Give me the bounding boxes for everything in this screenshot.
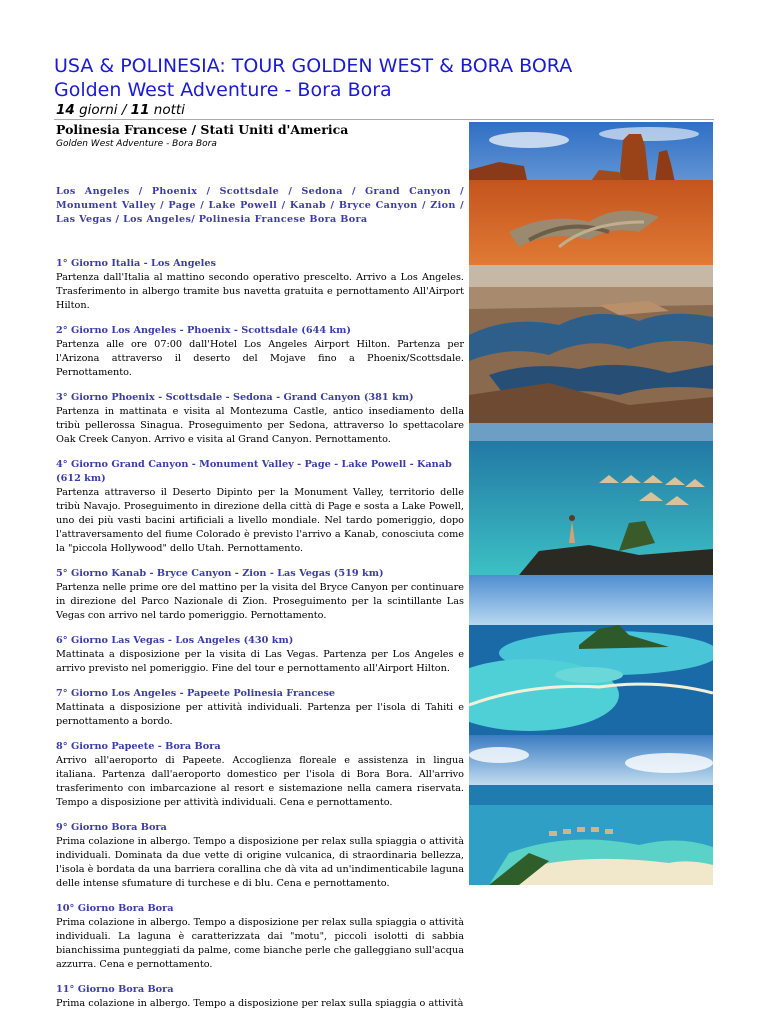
day-text: Mattinata a disposizione per attività individuali. Partenza per l'isola di Tahiti e pernottamento a bordo. xyxy=(56,702,464,727)
day-item xyxy=(56,458,464,556)
day-item xyxy=(56,634,464,676)
day-item xyxy=(56,687,464,729)
days-word: giorni / xyxy=(79,102,127,118)
page-subtitle: Golden West Adventure - Bora Bora xyxy=(54,79,392,101)
days-count: 14 xyxy=(56,102,75,118)
day-text: Partenza alle ore 07:00 dall'Hotel Los Angeles Airport Hilton. Partenza per l'Arizona attraverso il deserto del Mojave fino a Phoenix/Scottsdale. Pernottamento. xyxy=(56,339,464,378)
day-title: 5° Giorno Kanab - Bryce Canyon - Zion - Las Vegas (519 km) xyxy=(56,568,384,579)
page-title: USA & POLINESIA: TOUR GOLDEN WEST & BORA BORA xyxy=(54,55,573,77)
day-title: 4° Giorno Grand Canyon - Monument Valley - Page - Lake Powell - Kanab (612 km) xyxy=(56,459,452,484)
bora-bora-aerial-photo xyxy=(469,575,713,735)
country-title: Polinesia Francese / Stati Uniti d'America xyxy=(56,122,349,137)
day-text: Partenza attraverso il Deserto Dipinto per la Monument Valley, territorio delle tribù Navajo. Proseguimento in direzione della città di Page e sosta a Lake Powell, uno dei più vasti bacini artificiali a livello mondiale. Nel tardo pomeriggio, dopo l'attraversamento del fiume Colorado è previsto l'arrivo a Kanab, conosciuta come la "piccola Hollywood" dello Utah. Pernottamento. xyxy=(56,487,464,554)
day-item xyxy=(56,821,464,891)
day-item xyxy=(56,983,464,1011)
day-title: 9° Giorno Bora Bora xyxy=(56,822,167,833)
header-divider xyxy=(54,119,714,120)
day-item xyxy=(56,324,464,380)
nights-word: notti xyxy=(153,102,185,118)
day-text: Partenza in mattinata e visita al Montezuma Castle, antico insediamento della tribù pellerossa Sinagua. Proseguimento per Sedona, attraverso lo spettacolare Oak Creek Canyon. Arrivo e visita al Grand Canyon. Pernottamento. xyxy=(56,406,464,445)
lake-powell-photo xyxy=(469,265,713,423)
day-item xyxy=(56,257,464,313)
day-title: 6° Giorno Las Vegas - Los Angeles (430 km) xyxy=(56,635,294,646)
day-item xyxy=(56,740,464,810)
day-title: 10° Giorno Bora Bora xyxy=(56,903,174,914)
day-text: Mattinata a disposizione per la visita di Las Vegas. Partenza per Los Angeles e arrivo previsto nel pomeriggio. Fine del tour e pernottamento all'Airport Hilton. xyxy=(56,649,464,674)
beach-resort-photo xyxy=(469,735,713,885)
day-text: Prima colazione in albergo. Tempo a disposizione per relax sulla spiaggia o attività individuali. La laguna è caratterizzata dai "motu", piccoli isolotti di sabbia bianchissima punteggiati da palme, come bianche perle che galleggiano sull'acqua azzurra. Cena e pernottamento. xyxy=(56,917,464,970)
day-text: Arrivo all'aeroporto di Papeete. Accoglienza floreale e assistenza in lingua italiana. Partenza dall'aeroporto domestico per l'isola di Bora Bora. All'arrivo trasferimento con imbarcazione al resort e sistemazione nella camera riservata. Tempo a disposizione per attività individuali. Cena e pernottamento. xyxy=(56,755,464,808)
day-text: Prima colazione in albergo. Tempo a disposizione per relax sulla spiaggia o attività individuali. Dominata da due vette di origine vulcanica, di straordinaria bellezza, l'isola è bordata da una barriera corallina che dà vita ad un'indimenticabile laguna delle intense sfumature di turchese e di blu. Cena e pernottamento. xyxy=(56,836,464,889)
day-item xyxy=(56,391,464,447)
route-list: Los Angeles / Phoenix / Scottsdale / Sedona / Grand Canyon / Monument Valley / Page / Lake Powell / Kanab / Bryce Canyon / Zion / Las Vegas / Los Angeles/ Polinesia Francese Bora Bora xyxy=(56,186,464,225)
day-title: 8° Giorno Papeete - Bora Bora xyxy=(56,741,221,752)
day-text: Partenza nelle prime ore del mattino per la visita del Bryce Canyon per continuare in direzione del Parco Nazionale di Zion. Proseguimento per la scintillante Las Vegas con arrivo nel tardo pomeriggio. Pernottamento. xyxy=(56,582,464,621)
country-subtitle: Golden West Adventure - Bora Bora xyxy=(56,139,217,149)
day-text: Prima colazione in albergo. Tempo a disposizione per relax sulla spiaggia o attività xyxy=(56,998,464,1009)
day-title: 1° Giorno Italia - Los Angeles xyxy=(56,258,216,269)
day-text: Partenza dall'Italia al mattino secondo operativo prescelto. Arrivo a Los Angeles. Trasferimento in albergo tramite bus navetta gratuita e pernottamento All'Airport Hilton. xyxy=(56,272,464,311)
day-title: 7° Giorno Los Angeles - Papeete Polinesia Francese xyxy=(56,688,336,699)
day-title: 2° Giorno Los Angeles - Phoenix - Scottsdale (644 km) xyxy=(56,325,351,336)
day-item xyxy=(56,567,464,623)
monument-valley-photo xyxy=(469,122,713,265)
overwater-bungalows-photo xyxy=(469,423,713,575)
day-title: 11° Giorno Bora Bora xyxy=(56,984,174,995)
itinerary xyxy=(56,257,464,1022)
duration xyxy=(56,102,185,118)
day-title: 3° Giorno Phoenix - Scottsdale - Sedona - Grand Canyon (381 km) xyxy=(56,392,414,403)
nights-count: 11 xyxy=(130,102,150,118)
day-item xyxy=(56,902,464,972)
